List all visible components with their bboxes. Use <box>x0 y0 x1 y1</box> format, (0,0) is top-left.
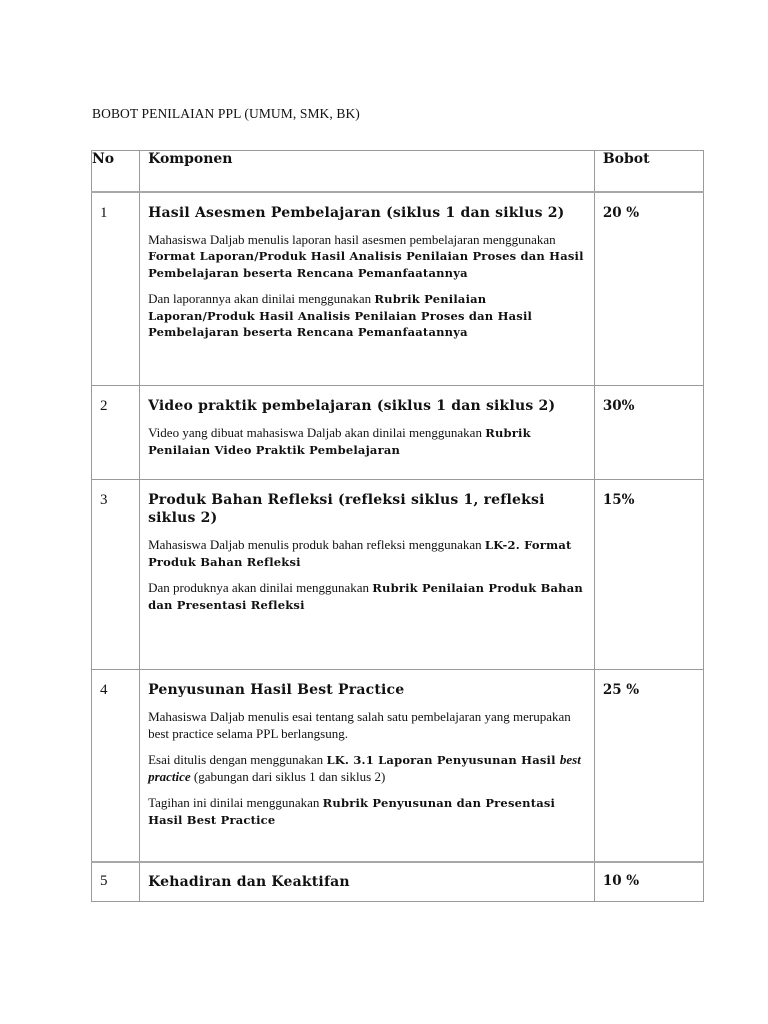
weight-value: 10 % <box>594 862 703 902</box>
component-assessment <box>148 795 586 828</box>
component-title: Video praktik pembelajaran (siklus 1 dan siklus 2) <box>148 398 556 414</box>
format-reference: LK-2. Format Produk Bahan Refleksi <box>148 538 572 569</box>
format-reference-italic: best practice <box>148 752 581 784</box>
component-cell <box>140 480 595 670</box>
description-text: Mahasiswa Daljab menulis laporan hasil asesmen pembelajaran menggunakan <box>148 231 556 247</box>
row-number: 5 <box>92 862 140 902</box>
component-title: Penyusunan Hasil Best Practice <box>148 682 405 698</box>
component-cell <box>140 862 595 902</box>
weight-table <box>91 150 704 902</box>
rubric-reference: Rubrik Penilaian Produk Bahan dan Presentasi Refleksi <box>148 581 583 612</box>
table-row <box>92 386 704 480</box>
rubric-reference: Rubrik Penilaian Laporan/Produk Hasil Analisis Penilaian Proses dan Hasil Pembelajaran beserta Rencana Pemanfaatannya <box>148 292 533 339</box>
component-assessment <box>148 425 586 458</box>
component-cell <box>140 386 595 480</box>
component-assessment <box>148 291 586 341</box>
assessment-text: Tagihan ini dinilai menggunakan <box>148 795 323 810</box>
row-number: 3 <box>92 480 140 670</box>
weight-value: 20 % <box>594 192 703 386</box>
format-reference: Format Laporan/Produk Hasil Analisis Penilaian Proses dan Hasil Pembelajaran beserta Rencana Pemanfaatannya <box>148 249 584 280</box>
description-text: Mahasiswa Daljab menulis produk bahan refleksi menggunakan <box>148 537 485 552</box>
format-note: (gabungan dari siklus 1 dan siklus 2) <box>190 768 386 784</box>
format-text: Esai ditulis dengan menggunakan <box>148 752 327 767</box>
header-bobot: Bobot <box>594 151 703 192</box>
component-assessment <box>148 580 586 613</box>
table-header-row <box>92 151 704 192</box>
header-komponen: Komponen <box>140 151 595 192</box>
rubric-reference: Rubrik Penilaian Video Praktik Pembelajaran <box>148 426 531 457</box>
table-row <box>92 670 704 862</box>
weight-value: 15% <box>594 480 703 670</box>
rubric-reference: Rubrik Penyusunan dan Presentasi Hasil Best Practice <box>148 796 556 827</box>
component-description <box>148 537 586 570</box>
format-reference: LK. 3.1 Laporan Penyusunan Hasil <box>326 753 560 767</box>
row-number: 2 <box>92 386 140 480</box>
component-cell <box>140 670 595 862</box>
component-description: Mahasiswa Daljab menulis esai tentang salah satu pembelajaran yang merupakan best practice selama PPL berlangsung. <box>148 709 571 741</box>
weight-value: 25 % <box>594 670 703 862</box>
document-title: BOBOT PENILAIAN PPL (UMUM, SMK, BK) <box>92 106 360 121</box>
row-number: 1 <box>92 192 140 386</box>
table-row <box>92 862 704 902</box>
component-description <box>148 232 586 282</box>
component-title: Hasil Asesmen Pembelajaran (siklus 1 dan siklus 2) <box>148 204 565 221</box>
assessment-text: Dan laporannya akan dinilai menggunakan <box>148 291 375 306</box>
header-no: No <box>92 151 140 192</box>
assessment-text: Dan produknya akan dinilai menggunakan <box>148 580 373 595</box>
component-title: Produk Bahan Refleksi (refleksi siklus 1, refleksi siklus 2) <box>148 492 545 526</box>
component-cell <box>140 192 595 386</box>
weight-value: 30% <box>594 386 703 480</box>
component-format <box>148 752 586 785</box>
assessment-text: Video yang dibuat mahasiswa Daljab akan dinilai menggunakan <box>148 425 486 440</box>
table-row <box>92 192 704 386</box>
row-number: 4 <box>92 670 140 862</box>
component-title: Kehadiran dan Keaktifan <box>148 873 350 890</box>
table-row <box>92 480 704 670</box>
